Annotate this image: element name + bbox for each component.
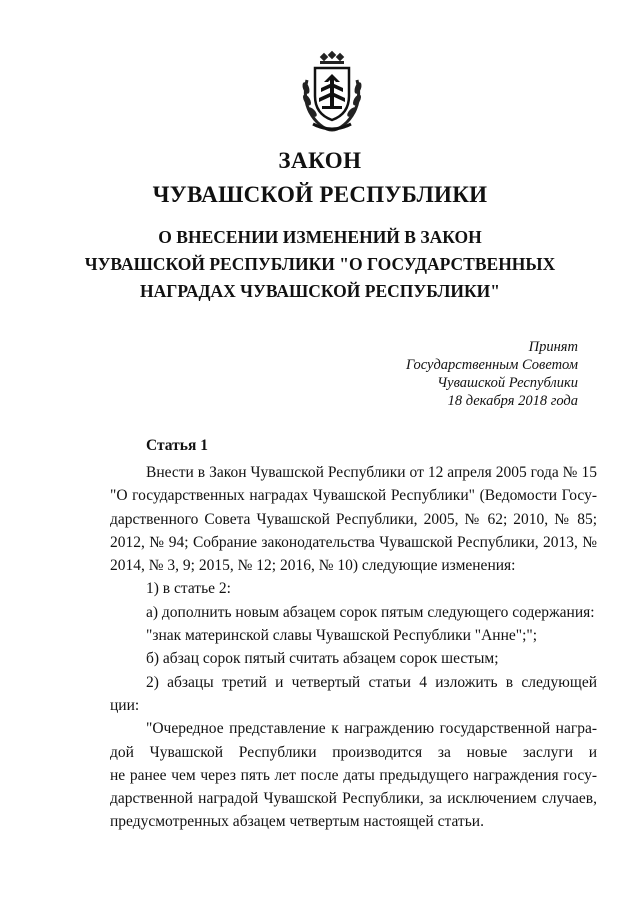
body-line: дарственной наградой Чувашской Республики, за исключением случаев, xyxy=(110,790,597,808)
body-line: б) абзац сорок пятый считать абзацем сорок шестым; xyxy=(146,650,499,668)
body-line: дарственного Совета Чувашской Республики, 2005, № 62; 2010, № 85; xyxy=(110,510,597,528)
body-line: 2012, № 94; Собрание законодательства Чувашской Республики, 2013, № xyxy=(110,533,597,551)
body-line: "Очередное представление к награждению государственной награ- xyxy=(146,720,597,738)
article-body xyxy=(110,461,597,834)
body-line: Внести в Закон Чувашской Республики от 12 апреля 2005 года № 15 xyxy=(146,464,597,481)
adoption-note xyxy=(318,338,578,410)
adoption-note-line: Чувашской Республики xyxy=(437,375,578,391)
body-line: 2014, № 3, 9; 2015, № 12; 2016, № 10) следующие изменения: xyxy=(110,557,516,575)
chuvash-coat-of-arms-icon xyxy=(295,50,369,134)
coat-of-arms-emblem xyxy=(295,50,369,134)
body-line: предусмотренных абзацем четвертым настоящей статьи. xyxy=(110,813,484,831)
document-issuer-heading: ЧУВАШСКОЙ РЕСПУБЛИКИ xyxy=(152,182,488,207)
body-line: 2) абзацы третий и четвертый статьи 4 изложить в следующей xyxy=(146,673,597,691)
body-line: 1) в статье 2: xyxy=(146,580,231,598)
body-line: а) дополнить новым абзацем сорок пятым следующего содержания: xyxy=(146,603,595,621)
body-line: ции: xyxy=(110,696,140,714)
adoption-date: 18 декабря 2018 года xyxy=(447,393,578,409)
law-title xyxy=(60,224,580,305)
article-heading: Статья 1 xyxy=(146,437,208,454)
law-title-line: НАГРАДАХ ЧУВАШСКОЙ РЕСПУБЛИКИ" xyxy=(139,281,501,301)
adoption-note-line: Государственным Советом xyxy=(405,357,578,373)
law-title-line: ЧУВАШСКОЙ РЕСПУБЛИКИ "О ГОСУДАРСТВЕННЫХ xyxy=(84,254,556,274)
adoption-note-line: Принят xyxy=(528,339,578,355)
body-line: "знак материнской славы Чувашской Республики "Анне";"; xyxy=(146,627,538,645)
body-line: дой Чувашской Республики производится за новые заслуги и xyxy=(110,743,597,761)
document-type-heading: ЗАКОН xyxy=(278,148,362,173)
body-line: не ранее чем через пять лет после даты предыдущего награждения госу- xyxy=(110,766,597,784)
body-line: "О государственных наградах Чувашской Республики" (Ведомости Госу- xyxy=(110,487,597,505)
law-title-line: О ВНЕСЕНИИ ИЗМЕНЕНИЙ В ЗАКОН xyxy=(158,227,482,247)
